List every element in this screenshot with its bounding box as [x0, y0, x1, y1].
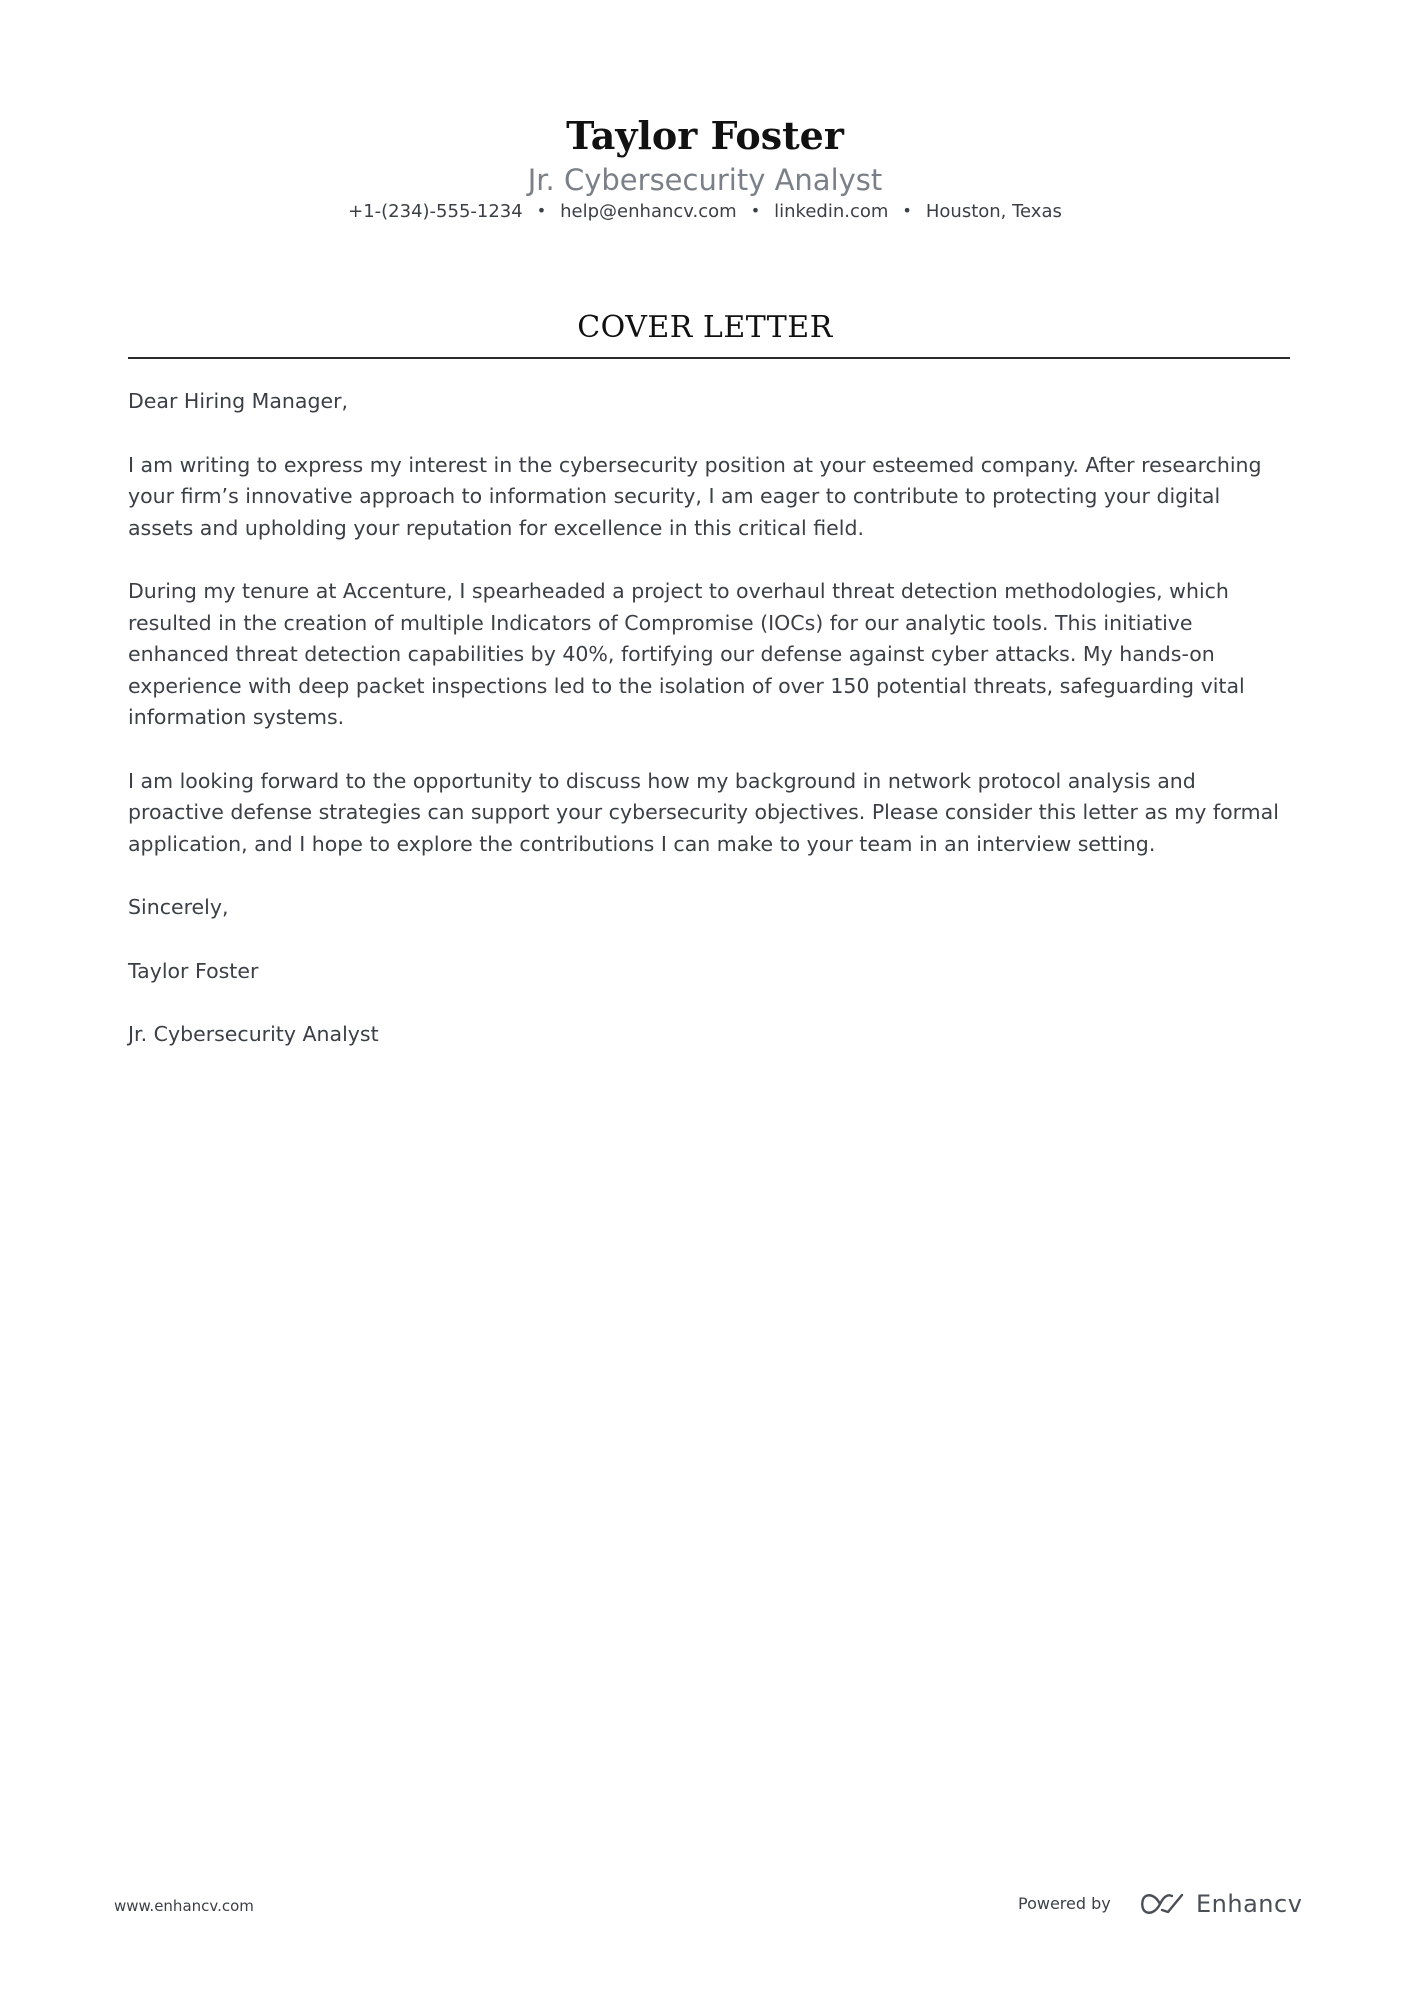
contact-email: help@enhancv.com — [560, 201, 737, 222]
section-title: COVER LETTER — [577, 310, 833, 345]
bullet-separator: • — [750, 201, 761, 220]
bullet-separator: • — [902, 201, 912, 220]
candidate-role: Jr. Cybersecurity Analyst — [527, 163, 883, 197]
letter-greeting: Dear Hiring Manager, — [128, 389, 349, 413]
letter-body — [128, 386, 1290, 1083]
contact-location: Houston, Texas — [925, 201, 1062, 222]
letter-paragraph: During my tenure at Accenture, I spearheaded a project to overhaul threat detection methodologies, which resulted in the creation of multiple Indicators of Compromise (IOCs) for our analytic tools. This initiative enhanced threat detection capabilities by 40%, fortifying our defense against cyber attacks. My hands-on experience with deep packet inspections led to the isolation of over 150 potential threats, safeguarding vital information systems. — [128, 579, 1245, 729]
brand-name: Enhancv — [1196, 1890, 1303, 1918]
contact-line — [0, 198, 1410, 225]
contact-linkedin: linkedin.com — [774, 201, 889, 222]
brand-logo — [1138, 1884, 1302, 1924]
bullet-separator: • — [536, 201, 547, 220]
section-divider — [128, 357, 1290, 359]
signature-name: Taylor Foster — [128, 958, 259, 983]
letter-paragraph: I am looking forward to the opportunity to discuss how my background in network protocol analysis and proactive defense strategies can support your cybersecurity objectives. Please consider this letter as my formal application, and I hope to explore the contributions I can make to your team in an interview setting. — [128, 768, 1279, 856]
letter-closing: Sincerely, — [128, 895, 229, 919]
enhancv-logo-icon — [1138, 1891, 1186, 1917]
signature-title: Jr. Cybersecurity Analyst — [128, 1022, 379, 1046]
contact-phone: +1-(234)-555-1234 — [348, 201, 523, 222]
letter-paragraph: I am writing to express my interest in the cybersecurity position at your esteemed company. After researching your firm’s innovative approach to information security, I am eager to contribute to protecting your digital assets and upholding your reputation for excellence in this critical field. — [128, 452, 1262, 540]
footer-url: www.enhancv.com — [114, 1897, 254, 1915]
candidate-name: Taylor Foster — [566, 113, 844, 158]
powered-by-label: Powered by — [1018, 1894, 1111, 1913]
